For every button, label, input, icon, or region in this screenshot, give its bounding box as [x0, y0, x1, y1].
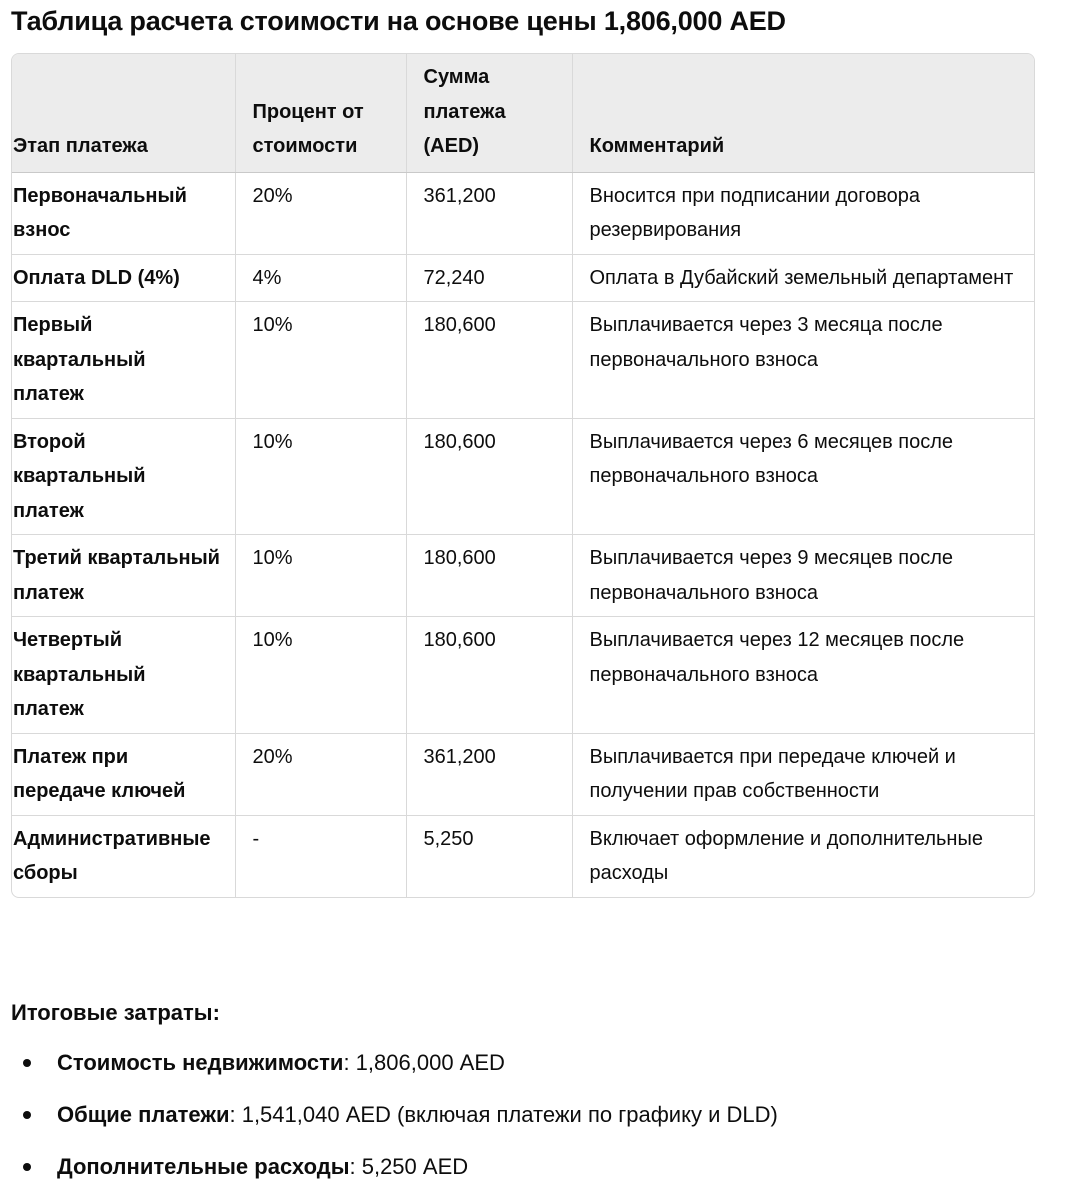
- cell-stage: Первый квартальный платеж: [12, 302, 235, 419]
- table-header-row: [12, 54, 1034, 172]
- cell-amount: 180,600: [406, 418, 572, 535]
- cell-percent: 10%: [235, 418, 406, 535]
- cell-amount: 72,240: [406, 254, 572, 302]
- list-item: [11, 1045, 1041, 1081]
- cell-amount: 5,250: [406, 815, 572, 897]
- cell-amount: 361,200: [406, 733, 572, 815]
- cell-comment: Выплачивается через 12 месяцев после первоначального взноса: [572, 617, 1034, 734]
- cell-stage: Третий квартальный платеж: [12, 535, 235, 617]
- cell-percent: 4%: [235, 254, 406, 302]
- cell-comment: Выплачивается через 6 месяцев после первоначального взноса: [572, 418, 1034, 535]
- cell-comment: Оплата в Дубайский земельный департамент: [572, 254, 1034, 302]
- document-page: [11, 0, 1041, 1179]
- cell-amount: 180,600: [406, 617, 572, 734]
- table-row: [12, 172, 1034, 254]
- table-row: [12, 254, 1034, 302]
- summary-item-value: : 5,250 AED: [349, 1154, 469, 1179]
- table-row: [12, 302, 1034, 419]
- summary-list: [11, 1045, 1041, 1185]
- header-stage: Этап платежа: [12, 54, 235, 172]
- table-row: [12, 733, 1034, 815]
- header-comment: Комментарий: [572, 54, 1034, 172]
- cell-percent: 20%: [235, 733, 406, 815]
- bullet-icon: [23, 1163, 31, 1171]
- summary-item-label: Дополнительные расходы: [57, 1154, 350, 1179]
- cell-stage: Четвертый квартальный платеж: [12, 617, 235, 734]
- cell-percent: -: [235, 815, 406, 897]
- cell-comment: Выплачивается через 3 месяца после первоначального взноса: [572, 302, 1034, 419]
- bullet-icon: [23, 1059, 31, 1067]
- list-item: [11, 1149, 1041, 1185]
- cell-comment: Выплачивается через 9 месяцев после первоначального взноса: [572, 535, 1034, 617]
- cell-comment: Выплачивается при передаче ключей и получении прав собственности: [572, 733, 1034, 815]
- payment-table-container: [11, 53, 1035, 898]
- header-amount: Сумма платежа (AED): [406, 54, 572, 172]
- cell-stage: Оплата DLD (4%): [12, 254, 235, 302]
- cell-percent: 20%: [235, 172, 406, 254]
- cell-stage: Платеж при передаче ключей: [12, 733, 235, 815]
- cell-percent: 10%: [235, 535, 406, 617]
- payment-table: [12, 54, 1034, 897]
- cell-amount: 361,200: [406, 172, 572, 254]
- cell-comment: Вносится при подписании договора резервирования: [572, 172, 1034, 254]
- cell-percent: 10%: [235, 302, 406, 419]
- summary-item-label: Стоимость недвижимости: [57, 1050, 344, 1075]
- summary-item-label: Общие платежи: [57, 1102, 230, 1127]
- cell-amount: 180,600: [406, 535, 572, 617]
- table-row: [12, 535, 1034, 617]
- cell-percent: 10%: [235, 617, 406, 734]
- cell-comment: Включает оформление и дополнительные расходы: [589, 827, 983, 884]
- cell-stage: Второй квартальный платеж: [12, 418, 235, 535]
- table-row: [12, 815, 1034, 897]
- summary-item-value: : 1,541,040 AED (включая платежи по графику и DLD): [229, 1102, 778, 1127]
- cell-stage: Первоначальный взнос: [12, 172, 235, 254]
- table-row: [12, 617, 1034, 734]
- summary-heading: Итоговые затраты:: [11, 1000, 220, 1025]
- cell-stage: Административные сборы: [12, 815, 235, 897]
- cell-amount: 180,600: [406, 302, 572, 419]
- list-item: [11, 1097, 1041, 1133]
- table-row: [12, 418, 1034, 535]
- page-title: Таблица расчета стоимости на основе цены 1,806,000 AED: [11, 6, 786, 36]
- header-percent: Процент от стоимости: [235, 54, 406, 172]
- summary-item-value: : 1,806,000 AED: [343, 1050, 505, 1075]
- bullet-icon: [23, 1111, 31, 1119]
- summary-section: [11, 995, 1041, 1201]
